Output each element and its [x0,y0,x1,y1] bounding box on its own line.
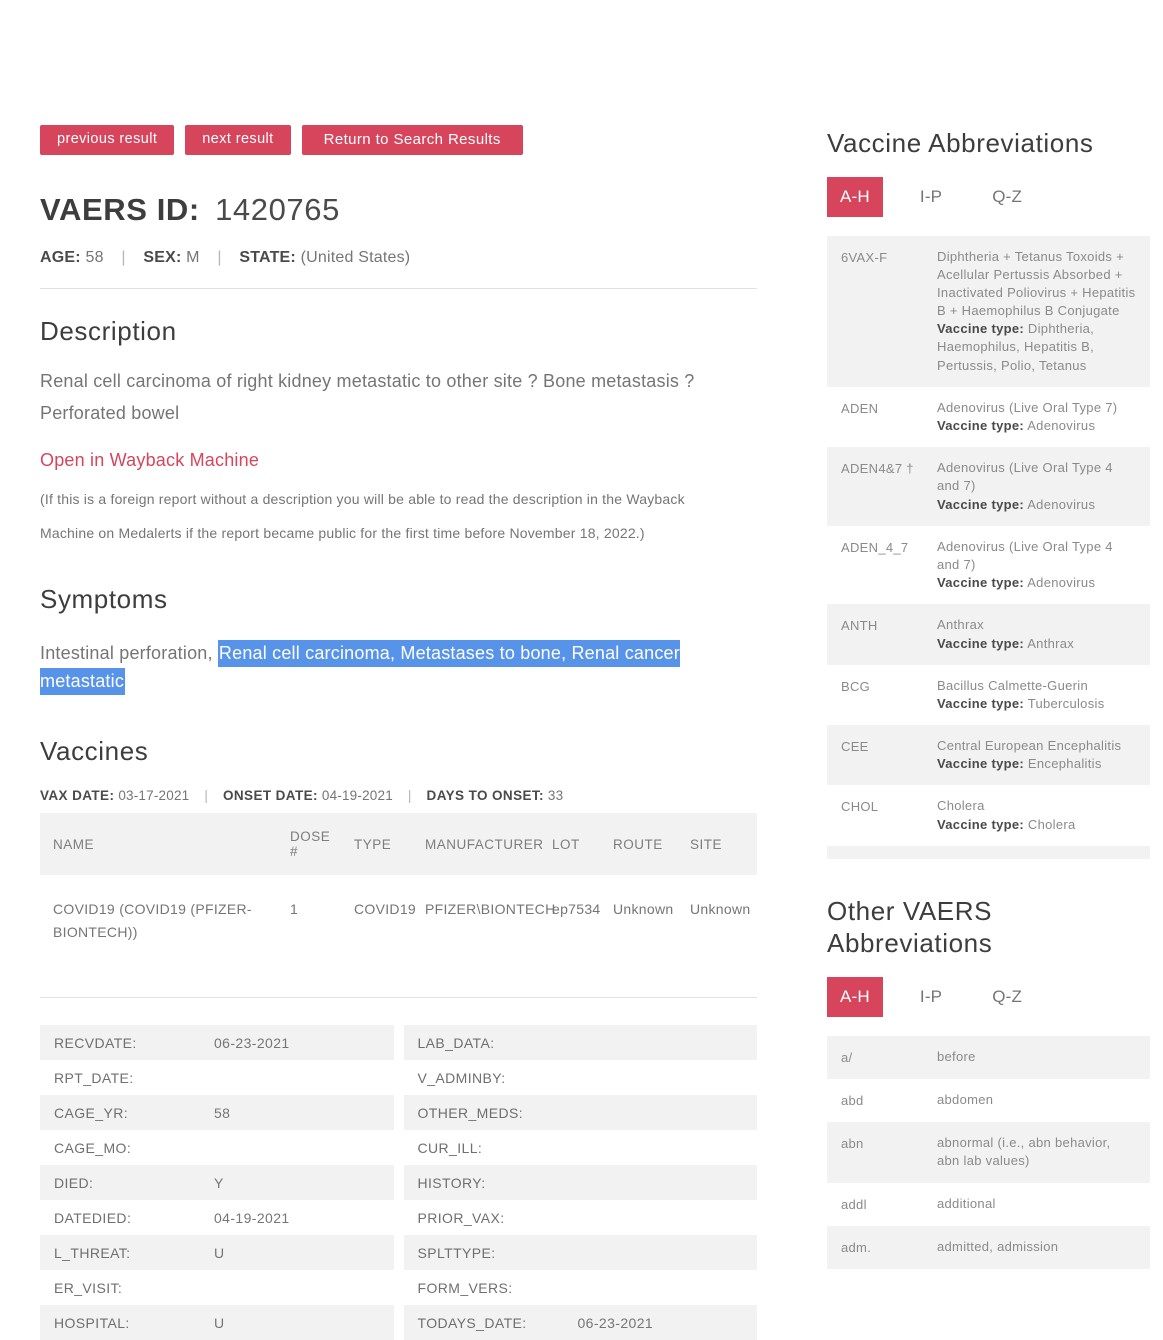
column-header-site: SITE [690,836,723,852]
divider [40,997,757,998]
detail-value: 06-23-2021 [214,1034,290,1051]
divider [40,288,757,289]
vaccine-type-value: Adenovirus [1027,496,1096,512]
abbr-description [937,797,1136,833]
tab-q-z[interactable]: Q-Z [992,986,1023,1006]
detail-label: HOSPITAL: [54,1314,130,1331]
detail-label: SPLTTYPE: [417,1244,496,1261]
symptom-highlighted[interactable]: Renal cell carcinoma, Metastases to bone, Renal cancer metastatic [40,640,680,696]
abbr-key: addl [841,1196,867,1212]
other-abbr-item-abd [827,1079,1150,1122]
vaccine-type-label: Vaccine type: [937,695,1024,711]
abbr-desc-text: Adenovirus (Live Oral Type 7) [937,399,1118,415]
details-right-column [404,1025,758,1340]
wayback-machine-link[interactable]: Open in Wayback Machine [40,450,260,470]
detail-label: RECVDATE: [54,1034,137,1051]
vaccine-type-label: Vaccine type: [937,816,1024,832]
detail-label: OTHER_MEDS: [417,1104,524,1121]
abbr-key: ADEN4&7 † [841,461,914,477]
abbr-description: admitted, admission [937,1238,1059,1254]
vaccine-type-value: Anthrax [1027,635,1075,651]
abbr-key: 6VAX-F [841,249,888,265]
other-abbr-item-a-slash [827,1036,1150,1079]
vaers-id-label: VAERS ID: [40,192,200,227]
vaccine-type-label: Vaccine type: [937,418,1024,433]
abbr-description [937,616,1136,652]
detail-label: V_ADMINBY: [417,1069,506,1086]
abbr-desc-text: Adenovirus (Live Oral Type 4 and 7) [937,460,1113,494]
vaccine-type-value: Tuberculosis [1027,695,1105,711]
cell-site: Unknown [690,901,751,918]
vaers-id-value: 1420765 [215,192,340,227]
other-abbr-item-adm [827,1226,1150,1269]
detail-row-er-visit [40,1270,394,1305]
detail-label: ER_VISIT: [54,1279,123,1296]
abbr-description: abnormal (i.e., abn behavior, abn lab values) [937,1135,1111,1169]
column-header-route: ROUTE [613,836,663,852]
patient-meta [40,249,757,267]
cell-type: COVID19 [354,901,417,918]
vaccine-type-value: Cholera [1027,816,1076,832]
details-left-column [40,1025,394,1340]
abbr-key: abn [841,1136,864,1152]
detail-value: 58 [214,1104,231,1121]
cell-lot: ep7534 [552,901,601,918]
other-abbr-item-abn [827,1122,1150,1182]
previous-result-button[interactable]: previous result [40,125,174,155]
vaccine-abbr-item-chol [827,785,1150,845]
vaccine-type-value: Diphtheria, Haemophilus, Hepatitis B, Pertussis, Polio, Tetanus [937,321,1095,373]
detail-row-hospital [40,1305,394,1340]
report-details [40,1025,757,1340]
result-nav [40,125,757,155]
state-value: (United States) [300,249,411,266]
detail-row-cage-yr [40,1095,394,1130]
age-value: 58 [85,249,104,266]
cell-dose: 1 [290,901,299,918]
cell-manufacturer: PFIZER\BIONTECH [425,901,556,918]
abbr-description [937,248,1136,375]
detail-label: TODAYS_DATE: [417,1314,527,1331]
vax-date-value: 03-17-2021 [118,788,190,804]
wayback-note: (If this is a foreign report without a description you will be able to read the description in the Wayback Machine on Medalerts if the report became public for the first time before November 18, 2022.) [40,491,685,542]
next-result-button[interactable]: next result [185,125,290,155]
detail-label: L_THREAT: [54,1244,131,1261]
column-header-dose: DOSE # [290,829,331,860]
abbr-type-line [937,417,1136,435]
abbr-type-line [937,755,1136,773]
detail-label: LAB_DATA: [417,1034,495,1051]
detail-label: CAGE_MO: [54,1139,132,1156]
vaccine-type-label: Vaccine type: [937,496,1024,512]
tab-a-h[interactable]: A-H [827,177,883,217]
cell-route: Unknown [613,901,674,918]
vaccine-abbr-item-anth [827,604,1150,664]
detail-value: U [214,1314,225,1331]
detail-row-prior-vax [404,1200,758,1235]
other-abbr-list [827,1036,1150,1269]
abbr-desc-text: Anthrax [937,617,984,633]
vaccines-heading: Vaccines [40,736,149,767]
detail-row-datedied [40,1200,394,1235]
vaccine-abbr-item-cee [827,725,1150,785]
abbr-desc-text: Diphtheria + Tetanus Toxoids + Acellular Pertussis Absorbed + Inactivated Poliovirus + Hepatitis B + Haemophilus B Conjugate [937,248,1136,319]
symptom-plain: Intestinal perforation, [40,642,218,663]
detail-row-splttype [404,1235,758,1270]
vaccine-table [40,813,757,976]
abbr-type-line [937,320,1136,375]
description-text: Renal cell carcinoma of right kidney metastatic to other site ? Bone metastasis ? Perforated bowel [40,371,695,423]
detail-label: HISTORY: [417,1174,486,1191]
abbr-description [937,459,1136,514]
detail-label: DIED: [54,1174,94,1191]
vaccine-abbr-item-aden-4-7 [827,526,1150,605]
abbr-key: CEE [841,739,869,755]
abbr-description [937,737,1136,773]
vaccine-abbreviations-heading: Vaccine Abbreviations [827,128,1094,158]
other-abbr-item-addl [827,1183,1150,1226]
age-label: AGE: [40,249,81,266]
page-title [40,192,757,228]
vaccine-abbr-tabs [827,177,1150,217]
description-heading: Description [40,316,177,346]
vaccine-type-label: Vaccine type: [937,756,1024,772]
abbr-description: before [937,1048,976,1064]
vaccine-abbr-item-aden4and7 [827,447,1150,526]
vaccine-abbr-item-bcg [827,665,1150,725]
state-label: STATE: [239,249,296,266]
vaccine-table-row [40,875,757,976]
abbr-description [937,677,1136,713]
abbr-type-line [937,695,1136,713]
separator: | [204,788,209,804]
report-main [40,125,757,1340]
return-to-search-results-button[interactable]: Return to Search Results [302,125,523,155]
vaccine-abbr-item-aden [827,387,1150,447]
abbr-desc-text: Central European Encephalitis [937,738,1122,754]
detail-label: DATEDIED: [54,1209,132,1226]
detail-label: CUR_ILL: [417,1139,483,1156]
column-header-type: TYPE [354,836,392,852]
vaccine-abbr-list [827,236,1150,859]
detail-row-recvdate [40,1025,394,1060]
abbr-desc-text: Cholera [937,798,985,814]
vaccine-type-label: Vaccine type: [937,575,1024,591]
detail-row-cur-ill [404,1130,758,1165]
abbr-key: abd [841,1093,864,1108]
detail-row-l-threat [40,1235,394,1270]
tab-q-z[interactable]: Q-Z [992,186,1023,206]
detail-row-cage-mo [40,1130,394,1165]
column-header-manufacturer: MANUFACTURER [425,836,544,852]
detail-value: 04-19-2021 [214,1209,290,1226]
abbr-type-line [937,574,1136,592]
onset-date-label: ONSET DATE: [223,788,318,804]
tab-i-p[interactable]: I-P [919,186,943,206]
days-to-onset-value: 33 [547,788,564,804]
vaccine-type-value: Adenovirus [1027,575,1096,591]
abbr-desc-text: Adenovirus (Live Oral Type 4 and 7) [937,538,1113,572]
vaccine-type-value: Adenovirus [1027,418,1096,433]
detail-label: PRIOR_VAX: [417,1209,505,1226]
sex-label: SEX: [143,249,182,266]
detail-row-lab-data [404,1025,758,1060]
vaccine-abbr-item-6vax-f [827,236,1150,387]
separator: | [121,249,126,266]
detail-value: Y [214,1174,224,1191]
abbr-description [937,538,1136,593]
detail-label: CAGE_YR: [54,1104,128,1121]
abbr-key: ANTH [841,618,878,634]
other-vaers-abbreviations-heading: Other VAERS Abbreviations [827,895,993,959]
detail-row-rpt-date [40,1060,394,1095]
onset-date-value: 04-19-2021 [321,788,393,804]
separator: | [407,788,412,804]
cell-name: COVID19 (COVID19 (PFIZER-BIONTECH)) [53,901,252,941]
abbr-desc-text: Bacillus Calmette-Guerin [937,677,1088,693]
abbr-description: abdomen [937,1092,994,1107]
other-abbreviations-section [827,895,1150,1269]
abbr-description [937,399,1136,435]
column-header-name: NAME [53,836,95,852]
detail-value: 06-23-2021 [577,1314,654,1331]
sex-value: M [186,249,200,266]
detail-row-died [40,1165,394,1200]
detail-row-form-vers [404,1270,758,1305]
detail-row-history [404,1165,758,1200]
tab-a-h[interactable]: A-H [827,977,883,1017]
abbr-description: additional [937,1195,996,1211]
detail-row-todays-date [404,1305,758,1340]
symptoms-heading: Symptoms [40,583,168,614]
detail-label: FORM_VERS: [417,1279,513,1296]
abbr-key: BCG [841,678,871,694]
detail-label: RPT_DATE: [54,1069,134,1086]
vaccine-type-value: Encephalitis [1027,756,1102,772]
days-to-onset-label: DAYS TO ONSET: [426,788,544,804]
other-abbr-tabs [827,977,1150,1017]
vax-date-label: VAX DATE: [40,788,115,804]
column-header-lot: LOT [552,836,580,852]
vaccine-type-label: Vaccine type: [937,321,1024,337]
abbr-type-line [937,496,1136,514]
abbr-key: a/ [841,1049,853,1065]
abbr-key: ADEN_4_7 [841,539,909,555]
abbr-key: ADEN [841,400,879,416]
truncated-abbr-row [827,846,1150,859]
detail-row-v-adminby [404,1060,758,1095]
separator: | [217,249,222,266]
vaccine-table-header-row [40,813,757,875]
detail-row-other-meds [404,1095,758,1130]
vaccine-type-label: Vaccine type: [937,635,1024,651]
abbr-type-line [937,816,1136,834]
symptoms-text [40,639,757,697]
detail-value: U [214,1244,225,1261]
abbr-type-line [937,635,1136,653]
tab-i-p[interactable]: I-P [919,986,943,1006]
abbr-key: adm. [841,1239,872,1255]
vaccine-dates [40,788,757,803]
abbreviations-sidebar [827,127,1150,1340]
abbr-key: CHOL [841,799,879,815]
